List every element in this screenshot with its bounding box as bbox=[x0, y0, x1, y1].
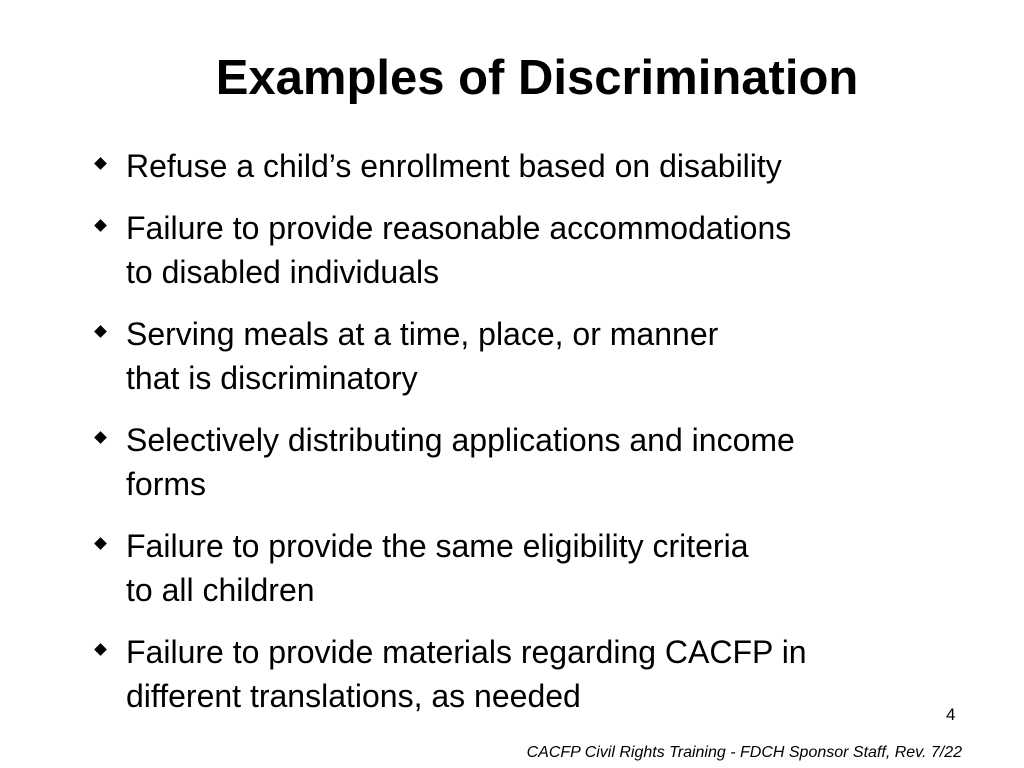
bullet-text-line-1: Failure to provide materials regarding CACFP in bbox=[126, 634, 807, 670]
footer-text: CACFP Civil Rights Training - FDCH Sponsor Staff, Rev. 7/22 bbox=[526, 744, 962, 761]
bullet-text-line-2: that is discriminatory bbox=[126, 360, 418, 396]
bullet-text-line-1: Failure to provide reasonable accommodations bbox=[126, 210, 792, 246]
bullet-text-line-2: different translations, as needed bbox=[126, 678, 581, 714]
bullet-item bbox=[92, 144, 972, 188]
page-number: 4 bbox=[946, 705, 956, 724]
diamond-bullet-icon bbox=[94, 431, 107, 444]
bullet-item bbox=[92, 206, 972, 294]
bullet-text-line-1: Serving meals at a time, place, or manner bbox=[126, 316, 719, 352]
diamond-bullet-icon bbox=[94, 219, 107, 232]
bullet-item bbox=[92, 630, 972, 718]
bullet-text-line-1: Failure to provide the same eligibility criteria bbox=[126, 528, 749, 564]
bullet-text-line-2: to all children bbox=[126, 572, 315, 608]
bullet-text-line-2: forms bbox=[126, 466, 206, 502]
bullet-item bbox=[92, 418, 972, 506]
diamond-bullet-icon bbox=[94, 325, 107, 338]
bullet-list bbox=[92, 144, 972, 736]
bullet-item bbox=[92, 524, 972, 612]
bullet-text-line-2: to disabled individuals bbox=[126, 254, 440, 290]
bullet-item bbox=[92, 312, 972, 400]
slide-title: Examples of Discrimination bbox=[215, 51, 859, 105]
bullet-text-line-1: Selectively distributing applications and income bbox=[126, 422, 795, 458]
diamond-bullet-icon bbox=[94, 537, 107, 550]
diamond-bullet-icon bbox=[94, 643, 107, 656]
bullet-text-line-1: Refuse a child’s enrollment based on disability bbox=[126, 148, 782, 184]
diamond-bullet-icon bbox=[94, 157, 107, 170]
